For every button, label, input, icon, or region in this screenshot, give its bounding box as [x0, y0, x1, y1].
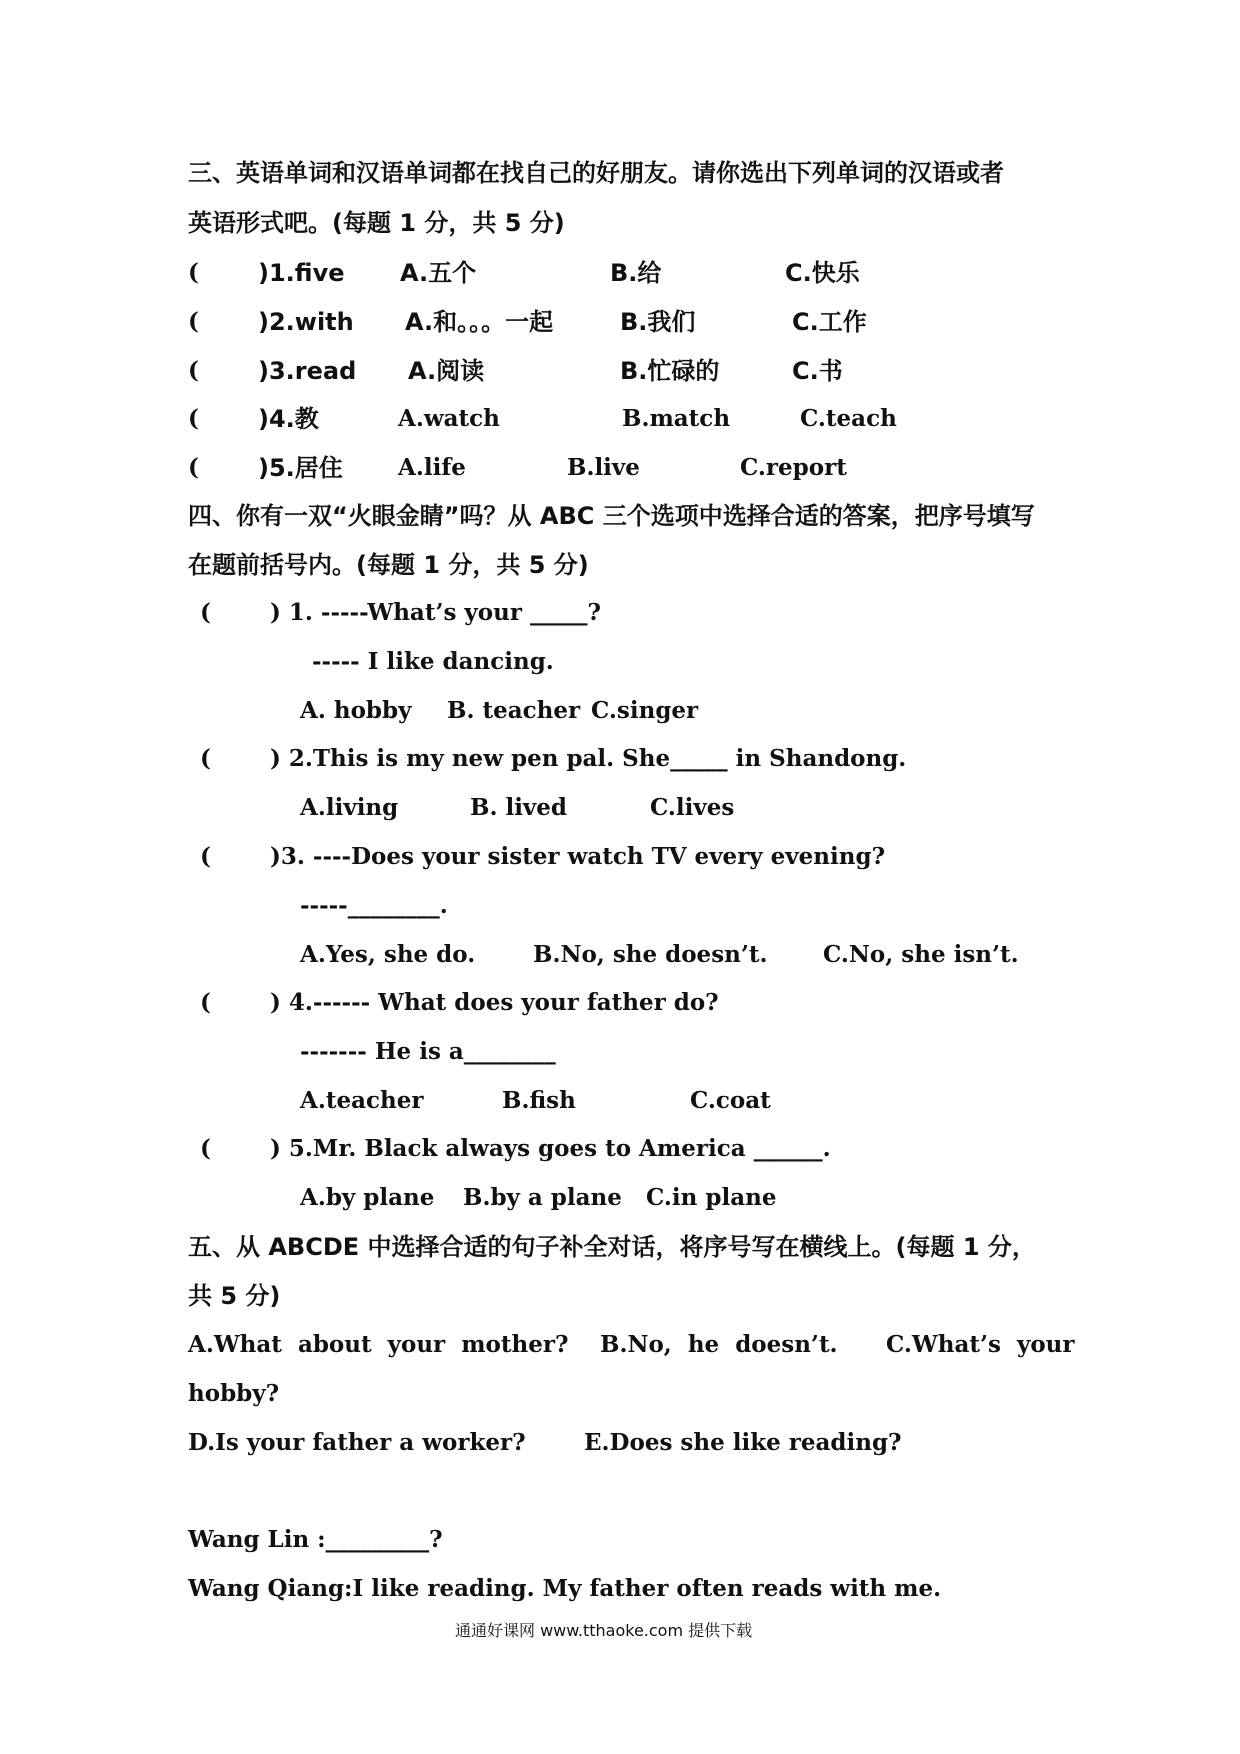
answer-paren: ( [188, 357, 199, 384]
s5-option-d: D.Is your father a worker? [188, 1429, 526, 1456]
answer-paren: ( [188, 308, 199, 335]
answer-paren: ( [188, 259, 199, 286]
answer-paren: ( [200, 599, 211, 626]
s5-option-b: B.No, he doesn’t. [600, 1331, 838, 1358]
section5-heading-line1: 五、从 ABCDE 中选择合适的句子补全对话，将序号写在横线上。(每题 1 分， [188, 1233, 1036, 1261]
s4-q2-option-c: C.lives [650, 794, 735, 821]
s3-item1-option-a: A.五个 [400, 259, 477, 287]
s3-item2-number: )2.with [258, 308, 354, 336]
answer-paren: ( [200, 989, 211, 1016]
page-footer: 通通好课网 www.tthaoke.com 提供下载 [455, 1621, 753, 1640]
s4-q5-option-a: A.by plane [300, 1184, 435, 1211]
s3-item4-option-c: C.teach [800, 405, 897, 432]
s4-q1-option-b: B. teacher [447, 697, 581, 724]
s3-item4-number: )4.教 [258, 405, 319, 433]
s4-q1-response: ----- I like dancing. [312, 648, 554, 675]
s4-q3-option-a: A.Yes, she do. [300, 941, 476, 968]
section3-heading-line2: 英语形式吧。(每题 1 分，共 5 分) [188, 209, 565, 237]
s4-q5-option-c: C.in plane [646, 1184, 777, 1211]
answer-paren: ( [200, 745, 211, 772]
s4-q2-option-a: A.living [300, 794, 399, 821]
s3-item4-option-b: B.match [622, 405, 731, 432]
answer-paren: ( [188, 454, 199, 481]
s4-q4-option-c: C.coat [690, 1087, 771, 1114]
s5-option-c-continued: hobby? [188, 1380, 280, 1407]
s3-item5-option-a: A.life [398, 454, 466, 481]
s3-item2-option-c: C.工作 [792, 308, 867, 336]
s3-item3-number: )3.read [258, 357, 357, 385]
s3-item3-option-b: B.忙碌的 [620, 357, 720, 385]
s4-q2-question: ) 2.This is my new pen pal. She_____ in Shandong. [270, 745, 907, 772]
s3-item2-option-b: B.我们 [620, 308, 696, 336]
s4-q3-option-b: B.No, she doesn’t. [533, 941, 768, 968]
s4-q2-option-b: B. lived [470, 794, 568, 821]
s4-q3-response: -----________. [300, 892, 448, 919]
s4-q3-option-c: C.No, she isn’t. [823, 941, 1019, 968]
s4-q1-option-c: C.singer [591, 697, 699, 724]
s3-item3-option-c: C.书 [792, 357, 843, 385]
s3-item2-option-a: A.和。。。一起 [405, 308, 554, 336]
s4-q4-question: ) 4.------ What does your father do? [270, 989, 719, 1016]
s4-q4-response: ------- He is a________ [300, 1038, 556, 1065]
section3-heading-line1: 三、英语单词和汉语单词都在找自己的好朋友。请你选出下列单词的汉语或者 [188, 159, 1004, 187]
section5-heading-line2: 共 5 分) [188, 1282, 281, 1310]
s4-q4-option-b: B.fish [502, 1087, 576, 1114]
s5-option-c: C.What’s your [886, 1331, 1075, 1358]
s3-item5-option-b: B.live [567, 454, 640, 481]
s3-item3-option-a: A.阅读 [408, 357, 485, 385]
s3-item5-option-c: C.report [740, 454, 847, 481]
s4-q5-option-b: B.by a plane [463, 1184, 622, 1211]
s4-q5-question: ) 5.Mr. Black always goes to America ______. [270, 1135, 831, 1162]
s4-q3-question: )3. ----Does your sister watch TV every evening? [270, 843, 886, 870]
s3-item4-option-a: A.watch [398, 405, 500, 432]
answer-paren: ( [200, 1135, 211, 1162]
answer-paren: ( [200, 843, 211, 870]
s4-q4-option-a: A.teacher [300, 1087, 424, 1114]
s3-item1-number: )1.five [258, 259, 345, 287]
s3-item1-option-b: B.给 [610, 259, 662, 287]
section4-heading-line1: 四、你有一双“火眼金睛”吗？从 ABC 三个选项中选择合适的答案，把序号填写 [188, 502, 1035, 530]
s5-dialog-line2: Wang Qiang:I like reading. My father often reads with me. [188, 1575, 942, 1602]
s4-q1-option-a: A. hobby [300, 697, 412, 724]
s5-option-e: E.Does she like reading? [584, 1429, 902, 1456]
answer-paren: ( [188, 405, 199, 432]
s5-option-a: A.What about your mother? [188, 1331, 569, 1358]
s3-item5-number: )5.居住 [258, 454, 343, 482]
s4-q1-question: ) 1. -----What’s your _____? [270, 599, 601, 626]
s3-item1-option-c: C.快乐 [785, 259, 860, 287]
section4-heading-line2: 在题前括号内。(每题 1 分，共 5 分) [188, 551, 589, 579]
s5-dialog-line1: Wang Lin :_________? [188, 1526, 443, 1553]
